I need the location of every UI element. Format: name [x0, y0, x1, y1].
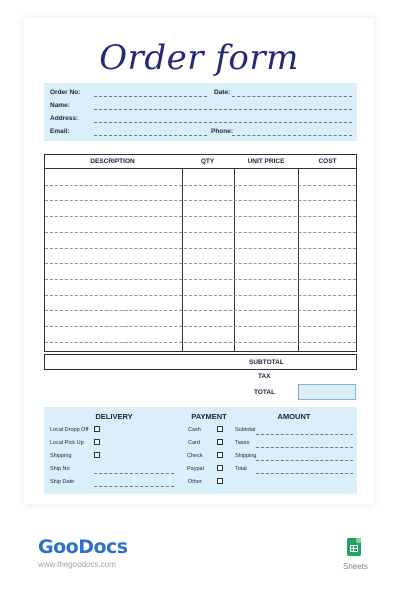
items-table — [44, 154, 357, 352]
sheets-label: Sheets — [343, 562, 368, 571]
amount-taxes-field[interactable] — [256, 447, 353, 448]
order-form-sheet — [24, 18, 374, 504]
email-label: Email: — [50, 128, 70, 135]
table-row[interactable] — [45, 263, 356, 264]
phone-label: Phone: — [211, 128, 234, 135]
payment-option-label: Other — [188, 479, 202, 485]
column-divider — [182, 169, 183, 351]
payment-paypal-checkbox[interactable] — [217, 465, 223, 471]
total-label: TOTAL — [254, 389, 276, 396]
amount-total-field[interactable] — [256, 473, 353, 474]
subtotal-label: SUBTOTAL — [249, 359, 284, 366]
table-row[interactable] — [45, 248, 356, 249]
ship-date-label: Ship Date — [50, 479, 75, 485]
table-row[interactable] — [45, 185, 356, 186]
ship-no-label: Ship No — [50, 466, 70, 472]
subtotal-row — [44, 354, 357, 370]
delivery-payment-amount-panel — [44, 407, 357, 494]
col-cost: COST — [318, 158, 337, 165]
amount-row-label: Taxes — [235, 440, 250, 446]
table-row[interactable] — [45, 200, 356, 201]
payment-heading: PAYMENT — [191, 412, 227, 421]
table-row[interactable] — [45, 310, 356, 311]
phone-field[interactable] — [232, 135, 352, 136]
payment-cash-checkbox[interactable] — [217, 426, 223, 432]
payment-other-checkbox[interactable] — [217, 478, 223, 484]
goodocs-logo[interactable]: GooDocs — [38, 536, 128, 558]
sheets-icon[interactable] — [347, 538, 361, 556]
address-field[interactable] — [94, 122, 352, 123]
address-label: Address: — [50, 115, 79, 122]
delivery-dropoff-checkbox[interactable] — [94, 426, 100, 432]
ship-date-field[interactable] — [94, 486, 174, 487]
table-row[interactable] — [45, 279, 356, 280]
delivery-option-label: Shipping — [50, 453, 72, 459]
payment-option-label: Cash — [188, 427, 201, 433]
amount-row-label: Shipping — [235, 453, 257, 459]
amount-shipping-field[interactable] — [256, 460, 353, 461]
name-label: Name: — [50, 102, 70, 109]
col-unit-price: UNIT PRICE — [247, 158, 285, 165]
delivery-option-label: Local Dropp Off — [50, 427, 89, 433]
column-divider — [298, 169, 299, 351]
payment-option-label: Paypal — [187, 466, 204, 472]
payment-check-checkbox[interactable] — [217, 452, 223, 458]
payment-option-label: Check — [187, 453, 203, 459]
table-row[interactable] — [45, 326, 356, 327]
col-description: DESCRIPTION — [90, 158, 135, 165]
name-field[interactable] — [94, 109, 352, 110]
tax-label: TAX — [258, 373, 271, 380]
amount-row-label: Subtotal — [235, 427, 256, 433]
delivery-pickup-checkbox[interactable] — [94, 439, 100, 445]
date-field[interactable] — [232, 96, 352, 97]
items-table-header — [45, 155, 356, 169]
column-divider — [234, 169, 235, 351]
order-no-label: Order No: — [50, 89, 81, 96]
payment-card-checkbox[interactable] — [217, 439, 223, 445]
total-value-box[interactable] — [298, 384, 356, 400]
amount-subtotal-field[interactable] — [256, 434, 353, 435]
site-url[interactable]: www.thegoodocs.com — [38, 560, 116, 569]
col-qty: QTY — [200, 158, 215, 165]
email-field[interactable] — [94, 135, 207, 136]
table-row[interactable] — [45, 342, 356, 343]
order-no-field[interactable] — [94, 96, 207, 97]
payment-option-label: Card — [188, 440, 200, 446]
ship-no-field[interactable] — [94, 473, 174, 474]
amount-heading: AMOUNT — [277, 412, 311, 421]
delivery-heading: DELIVERY — [95, 412, 133, 421]
amount-row-label: Total — [235, 466, 247, 472]
date-label: Date: — [214, 89, 231, 96]
customer-info-panel — [44, 83, 357, 141]
table-row[interactable] — [45, 216, 356, 217]
page-title: Order form — [99, 38, 299, 78]
table-row[interactable] — [45, 295, 356, 296]
delivery-shipping-checkbox[interactable] — [94, 452, 100, 458]
table-row[interactable] — [45, 232, 356, 233]
delivery-option-label: Local Pick Up — [50, 440, 84, 446]
